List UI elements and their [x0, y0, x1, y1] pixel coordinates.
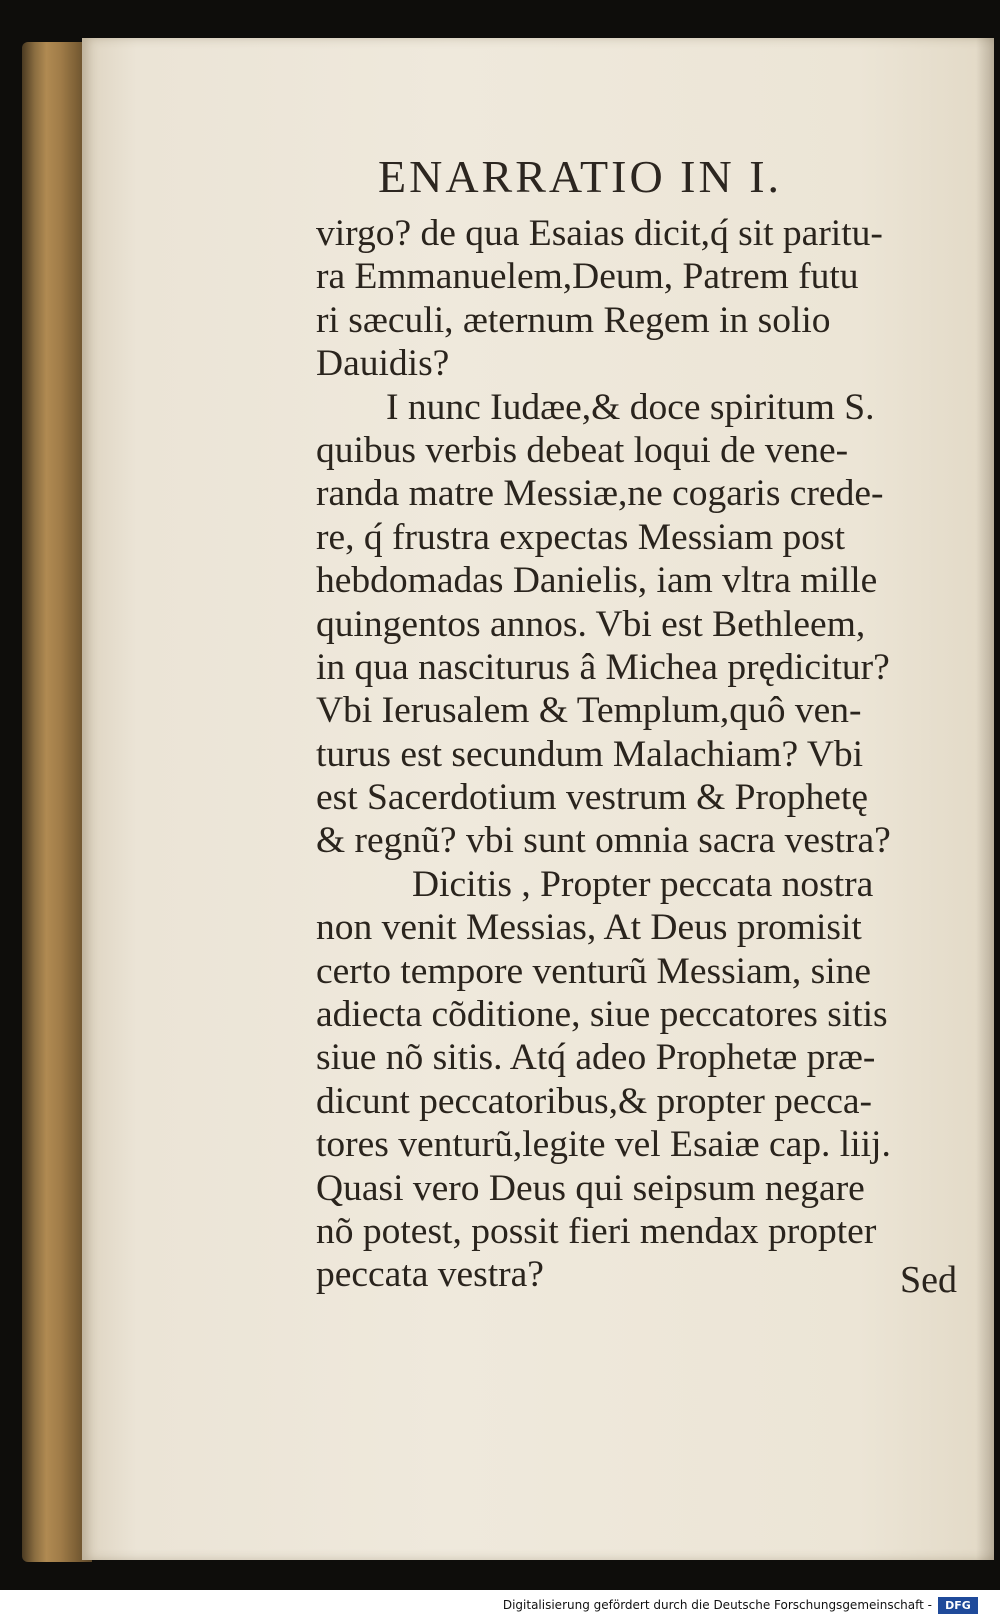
text-line: siue nõ sitis. Atq́ adeo Prophetæ præ- [316, 1037, 876, 1079]
footer [0, 1590, 1000, 1618]
text-line: certo tempore venturũ Messiam, sine [316, 950, 872, 992]
text-line: tores venturũ,legite vel Esaiæ cap. liij. [316, 1124, 891, 1166]
text-line: est Sacerdotium vestrum & Prophetę [316, 777, 868, 819]
text-block [316, 212, 966, 1297]
text-line: Vbi Ierusalem & Templum,quô ven- [316, 690, 862, 732]
text-line: ri sæculi, æternum Regem in solio [316, 299, 831, 341]
text-line: I nunc Iudæe,& doce spiritum S. [386, 386, 875, 428]
page-shadow [976, 38, 994, 1560]
text-line: in qua nasciturus â Michea prędicitur? [316, 646, 890, 688]
text-line: non venit Messias, At Deus promisit [316, 907, 862, 949]
running-head: ENARRATIO IN I. [378, 151, 783, 202]
text-line: randa matre Messiæ,ne cogaris crede- [316, 473, 884, 515]
text-line: Dauidis? [316, 343, 450, 385]
text-line: peccata vestra? [316, 1254, 544, 1296]
text-line: nõ potest, possit fieri mendax propter [316, 1210, 877, 1252]
text-line: & regnũ? vbi sunt omnia sacra vestra? [316, 820, 891, 862]
catchword: Sed [900, 1259, 957, 1301]
text-line: virgo? de qua Esaias dicit,q́ sit paritu- [316, 213, 883, 254]
text-line: adiecta cõditione, siue peccatores sitis [316, 994, 888, 1036]
text-line: hebdomadas Danielis, iam vltra mille [316, 560, 878, 602]
text-line: ra Emmanuelem,Deum, Patrem futu [316, 256, 859, 298]
text-line: dicunt peccatoribus,& propter pecca- [316, 1080, 872, 1122]
footer-credit: Digitalisierung gefördert durch die Deutsche Forschungsgemeinschaft - [502, 1598, 932, 1612]
text-line: quingentos annos. Vbi est Bethleem, [316, 603, 866, 645]
text-line: Dicitis , Propter peccata nostra [412, 863, 874, 905]
text-line: re, q́ frustra expectas Messiam post [316, 516, 846, 558]
dfg-logo-icon: DFG [938, 1597, 978, 1614]
text-line: turus est secundum Malachiam? Vbi [316, 733, 864, 775]
text-line: quibus verbis debeat loqui de vene- [316, 429, 849, 471]
text-line: Quasi vero Deus qui seipsum negare [316, 1167, 865, 1209]
